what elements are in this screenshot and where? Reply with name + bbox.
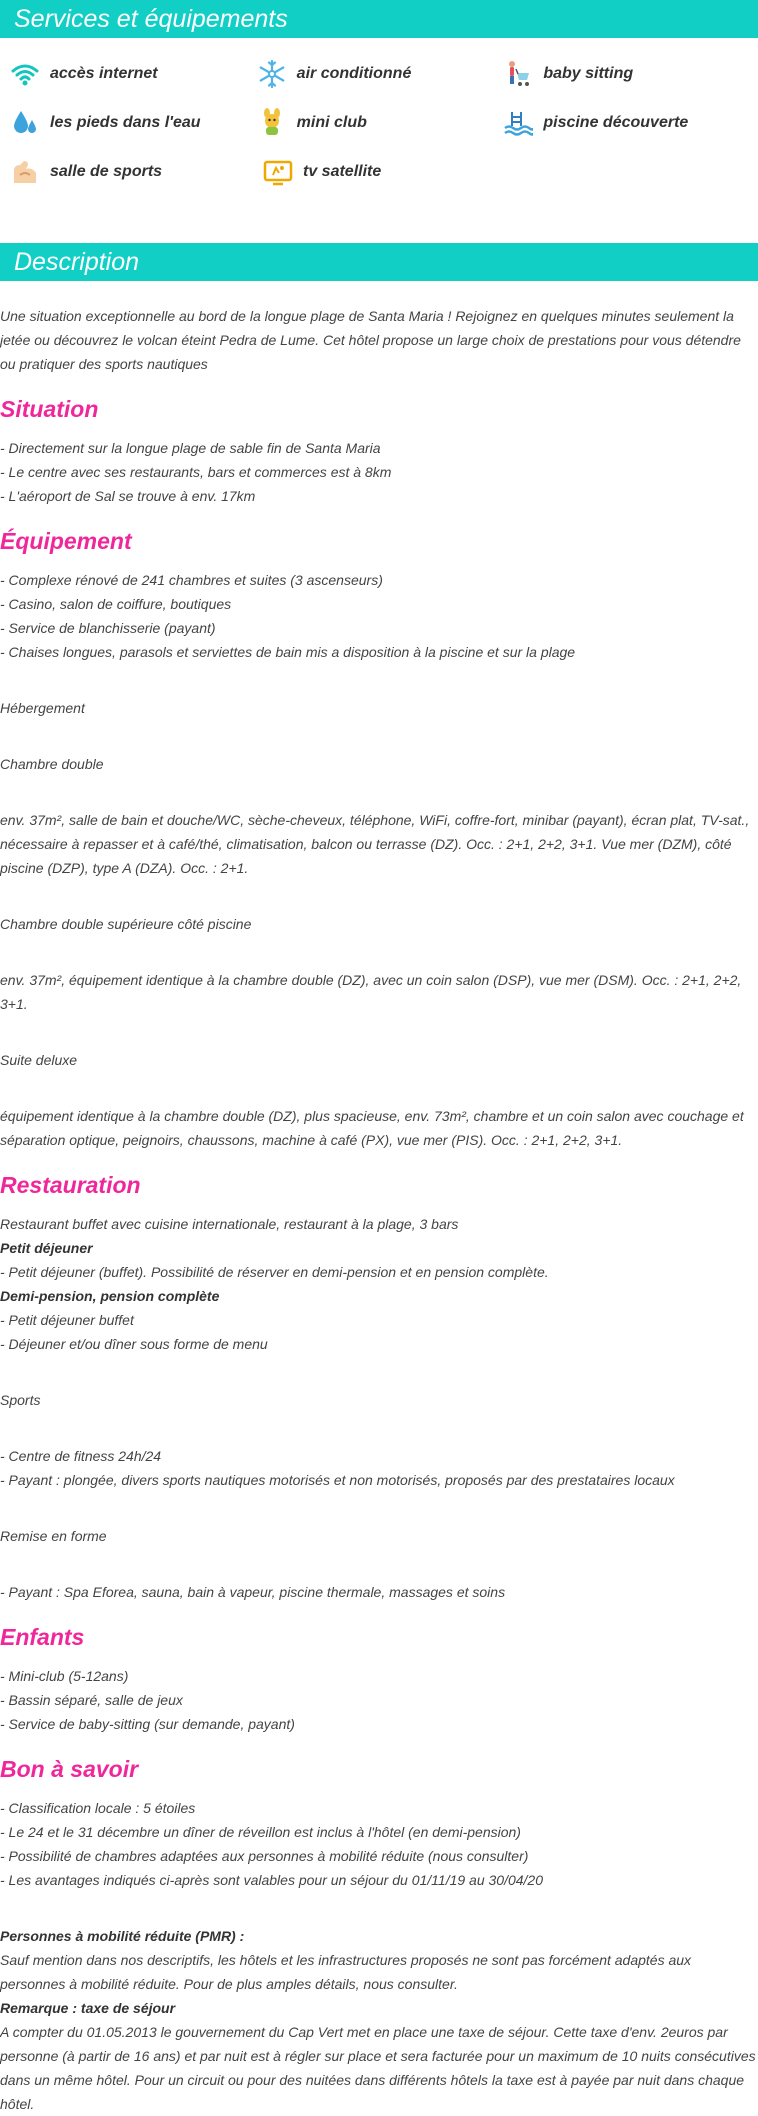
- services-grid: [10, 56, 750, 203]
- restauration-title: Restauration: [0, 1172, 141, 1198]
- service-item: [503, 105, 750, 141]
- stroller-icon: [503, 59, 533, 89]
- list-item: - Payant : plongée, divers sports nautiques motorisés et non motorisés, proposés par des prestataires locaux: [0, 1472, 675, 1488]
- list-item: - L'aéroport de Sal se trouve à env. 17km: [0, 488, 256, 504]
- remise-heading: Remise en forme: [0, 1528, 107, 1544]
- service-label: salle de sports: [50, 163, 163, 180]
- list-item: - Mini-club (5-12ans): [0, 1668, 129, 1684]
- service-label: piscine découverte: [543, 114, 689, 131]
- list-item: - Service de blanchisserie (payant): [0, 620, 216, 636]
- snowflake-icon: [257, 59, 287, 89]
- service-item: [10, 154, 263, 190]
- tv-icon: [263, 157, 293, 187]
- wifi-icon: [10, 59, 40, 89]
- service-label: tv satellite: [303, 163, 382, 180]
- list-item: - Complexe rénové de 241 chambres et suites (3 ascenseurs): [0, 572, 383, 588]
- remarque-title: Remarque : taxe de séjour: [0, 2000, 176, 2016]
- room-title: Suite deluxe: [0, 1052, 78, 1068]
- remarque-text: A compter du 01.05.2013 le gouvernement du Cap Vert met en place une taxe de séjour. Cette taxe d'env. 2euros par personne (à partir de 16 ans) et par nuit est à régler sur place et sera facturée pour un maximum de 10 nuits consécutives dans un même hôtel. Pour un circuit ou pour des nuitées dans différents hôtels la taxe est à payée par nuit dans chaque hôtel.: [0, 2024, 756, 2112]
- service-item: [10, 105, 257, 141]
- list-item: - Petit déjeuner buffet: [0, 1312, 134, 1328]
- list-item: - Classification locale : 5 étoiles: [0, 1800, 196, 1816]
- services-row: [10, 105, 750, 154]
- toy-icon: [257, 108, 287, 138]
- enfants-title: Enfants: [0, 1624, 85, 1650]
- description-content: [0, 304, 758, 2116]
- services-row: [10, 56, 750, 105]
- situation-title: Situation: [0, 396, 99, 422]
- pmr-text: Sauf mention dans nos descriptifs, les hôtels et les infrastructures proposés ne sont pas forcément adaptés aux personnes à mobilité réduite. Pour de plus amples détails, nous consulter.: [0, 1952, 692, 1992]
- service-label: baby sitting: [543, 65, 634, 82]
- sports-heading: Sports: [0, 1392, 41, 1408]
- room-title: Chambre double: [0, 756, 104, 772]
- list-item: - Déjeuner et/ou dîner sous forme de menu: [0, 1336, 268, 1352]
- room-title: Chambre double supérieure côté piscine: [0, 916, 252, 932]
- service-label: accès internet: [50, 65, 158, 82]
- list-item: - Casino, salon de coiffure, boutiques: [0, 596, 232, 612]
- list-item: - Petit déjeuner (buffet). Possibilité de réserver en demi-pension et en pension complète.: [0, 1264, 549, 1280]
- service-item: [10, 56, 257, 92]
- description-banner: [0, 243, 758, 281]
- demi-pension-title: Demi-pension, pension complète: [0, 1288, 220, 1304]
- description-intro: Une situation exceptionnelle au bord de la longue plage de Santa Maria ! Rejoignez en quelques minutes seulement la jetée ou découvrez le volcan éteint Pedra de Lume. Cet hôtel propose un large choix de prestations pour vous détendre ou pratiquer des sports nautiques: [0, 308, 741, 372]
- list-item: - Chaises longues, parasols et serviettes de bain mis a disposition à la piscine et sur la plage: [0, 644, 576, 660]
- list-item: - Centre de fitness 24h/24: [0, 1448, 162, 1464]
- room-text: équipement identique à la chambre double (DZ), plus spacieuse, env. 73m², chambre et un coin salon avec couchage et séparation optique, peignoirs, chaussons, machine à café (PX), vue mer (PIS). Occ. : 2+1, 2+2, 3+1.: [0, 1108, 744, 1148]
- service-label: mini club: [296, 114, 367, 131]
- room-text: env. 37m², salle de bain et douche/WC, sèche-cheveux, téléphone, WiFi, coffre-fort, minibar (payant), écran plat, TV-sat., nécessaire à repasser et à café/thé, climatisation, balcon ou terrasse (DZ). Occ. : 2+1, 2+2, 3+1. Vue mer (DZM), côté piscine (DZP), type A (DZA). Occ. : 2+1.: [0, 812, 750, 876]
- fitness-icon: [10, 157, 40, 187]
- list-item: - Directement sur la longue plage de sable fin de Santa Maria: [0, 440, 381, 456]
- list-item: - Les avantages indiqués ci-après sont valables pour un séjour du 01/11/19 au 30/04/20: [0, 1872, 543, 1888]
- room-text: env. 37m², équipement identique à la chambre double (DZ), avec un coin salon (DSP), vue mer (DSM). Occ. : 2+1, 2+2, 3+1.: [0, 972, 742, 1012]
- pool-icon: [503, 108, 533, 138]
- water-drop-icon: [10, 108, 40, 138]
- restauration-intro: Restaurant buffet avec cuisine internationale, restaurant à la plage, 3 bars: [0, 1216, 459, 1232]
- equipement-title: Équipement: [0, 528, 132, 554]
- services-row: [10, 154, 750, 203]
- hebergement-heading: Hébergement: [0, 700, 85, 716]
- service-label: air conditionné: [296, 65, 412, 82]
- description-title: Description: [14, 248, 140, 276]
- list-item: - Le centre avec ses restaurants, bars et commerces est à 8km: [0, 464, 392, 480]
- list-item: - Payant : Spa Eforea, sauna, bain à vapeur, piscine thermale, massages et soins: [0, 1584, 506, 1600]
- pmr-title: Personnes à mobilité réduite (PMR) :: [0, 1928, 245, 1944]
- list-item: - Service de baby-sitting (sur demande, payant): [0, 1716, 295, 1732]
- list-item: - Possibilité de chambres adaptées aux personnes à mobilité réduite (nous consulter): [0, 1848, 529, 1864]
- service-item: [503, 56, 750, 92]
- service-item: [257, 105, 504, 141]
- service-item: [257, 56, 504, 92]
- service-item: [263, 154, 516, 190]
- services-banner: [0, 0, 758, 38]
- list-item: - Bassin séparé, salle de jeux: [0, 1692, 183, 1708]
- services-title: Services et équipements: [14, 5, 288, 33]
- list-item: - Le 24 et le 31 décembre un dîner de réveillon est inclus à l'hôtel (en demi-pension): [0, 1824, 521, 1840]
- bon-a-savoir-title: Bon à savoir: [0, 1756, 139, 1782]
- service-label: les pieds dans l'eau: [50, 114, 201, 131]
- petit-dejeuner-title: Petit déjeuner: [0, 1240, 93, 1256]
